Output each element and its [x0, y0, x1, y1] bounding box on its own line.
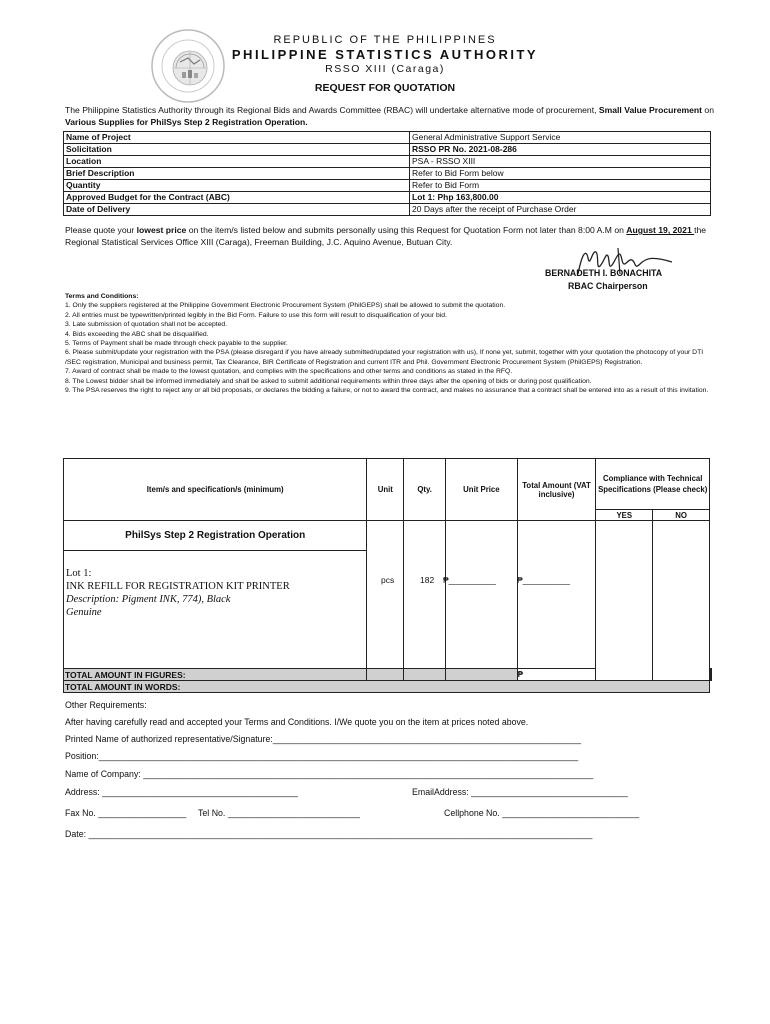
info-label: Solicitation [64, 144, 410, 156]
tel-field[interactable]: Tel No. ___________________________ [198, 808, 360, 818]
fax-field[interactable]: Fax No. __________________ [65, 808, 187, 818]
terms-item: 7. Award of contract shall be made to the lowest quotation, and complies with the specifications and other terms and conditions as stated in the RFQ. [65, 368, 513, 376]
page-title: REQUEST FOR QUOTATION [314, 82, 456, 94]
section-title: PhilSys Step 2 Registration Operation [64, 521, 367, 551]
terms-item: 2. All entries must be typewritten/printed legibly in the Bid Form. Failure to use this form will result to disqualification of your bid. [65, 311, 447, 319]
header-unit: Unit [367, 459, 404, 521]
item-qty: 182 [420, 575, 435, 585]
item-description: Description: Pigment INK, 774), Black [66, 594, 231, 605]
info-value: 20 Days after the receipt of Purchase Order [410, 204, 711, 216]
position-field[interactable]: Position:__________________________________________________________________________________________________ [65, 751, 579, 761]
header-unit-price: Unit Price [446, 459, 518, 521]
compliance-yes-cell[interactable] [596, 521, 653, 681]
terms-item: 8. The Lowest bidder shall be informed immediately and shall be asked to submit additional requirements within three days after the opening of bids or during post qualification. [65, 377, 592, 385]
header-qty: Qty. [404, 459, 446, 521]
info-row [64, 204, 711, 216]
terms-title: Terms and Conditions: [65, 293, 139, 300]
header-no: NO [653, 510, 710, 521]
info-label: Date of Delivery [64, 204, 410, 216]
info-value: PSA - RSSO XIII [410, 156, 711, 168]
info-label: Name of Project [64, 132, 410, 144]
unit-price-field[interactable]: ₱__________ [443, 575, 496, 585]
republic-line: REPUBLIC OF THE PHILIPPINES [273, 34, 497, 46]
header-item-spec: Item/s and specification/s (minimum) [64, 459, 367, 521]
signatory-name: BERNADETH I. BONACHITA [545, 268, 663, 278]
other-requirements-title: Other Requirements: [65, 700, 147, 710]
info-value: Lot 1: Php 163,800.00 [410, 192, 711, 204]
info-row [64, 132, 711, 144]
lot-label: Lot 1: [66, 568, 92, 579]
email-field[interactable]: EmailAddress: ________________________________ [412, 787, 628, 797]
info-row [64, 168, 711, 180]
terms-item: 6. Please submit/update your registration with the PSA (please disregard if you have already submitted/updated your registration with us), If none yet, submit, together with your quotation the photocopy of your DTI /SEC registration, Municipal and business permit, Tax Clearance, BIR Certificate of Registration and current ITR and Phil. Government Electronic Procurement System (PhilGEPS) Registration. [65, 349, 704, 366]
header-yes: YES [596, 510, 653, 521]
info-label: Brief Description [64, 168, 410, 180]
info-row [64, 192, 711, 204]
info-label: Approved Budget for the Contract (ABC) [64, 192, 410, 204]
total-figures-value[interactable]: ₱ [517, 669, 596, 681]
terms-item: 9. The PSA reserves the right to reject any or all bid proposals, or declares the bidding a failure, or not to award the contract, and makes no assurance that a contract shall be entered into as a result of this invitation. [65, 387, 709, 395]
intro-paragraph: The Philippine Statistics Authority through its Regional Bids and Awards Committee (RBAC) will undertake alternative mode of procurement, Small Value Procurement on Various Supplies for PhilSys Step 2 Registration Operation. [65, 105, 714, 127]
terms-item: 1. Only the suppliers registered at the Philippine Government Electronic Procurement System (PhilGEPS) shall be allowed to submit the quotation. [65, 302, 506, 310]
signatory-position: RBAC Chairperson [568, 281, 648, 291]
printed-name-field[interactable]: Printed Name of authorized representative/Signature:_______________________________________________________________ [65, 734, 582, 744]
total-figures-label: TOTAL AMOUNT IN FIGURES: [64, 669, 367, 681]
info-label: Quantity [64, 180, 410, 192]
agency-name: PHILIPPINE STATISTICS AUTHORITY [231, 47, 539, 62]
project-info-table [63, 131, 711, 216]
info-value: General Administrative Support Service [410, 132, 711, 144]
info-row [64, 180, 711, 192]
header-compliance: Compliance with Technical Specifications (Please check) [596, 459, 710, 510]
terms-item: 5. Terms of Payment shall be made through check payable to the supplier. [65, 340, 288, 348]
header-total-amount: Total Amount (VAT inclusive) [517, 459, 596, 521]
item-genuine: Genuine [66, 607, 102, 618]
item-name: INK REFILL FOR REGISTRATION KIT PRINTER [66, 581, 290, 592]
date-field[interactable]: Date: _______________________________________________________________________________________________________ [65, 829, 593, 839]
info-value: Refer to Bid Form below [410, 168, 711, 180]
total-words-label: TOTAL AMOUNT IN WORDS: [64, 681, 710, 693]
terms-item: 3. Late submission of quotation shall not be accepted. [65, 321, 228, 329]
info-value: Refer to Bid Form [410, 180, 711, 192]
quote-instructions: Please quote your lowest price on the item/s listed below and submits personally using this Request for Quotation Form not later than 8:00 A.M on August 19, 2021 the Regional Statistical Services Office XIII (Caraga), Freeman Building, J.C. Aquino Avenue, Butuan City. [65, 225, 707, 247]
company-field[interactable]: Name of Company: ____________________________________________________________________________________________ [65, 769, 594, 779]
compliance-no-cell[interactable] [653, 521, 710, 681]
info-row [64, 144, 711, 156]
regional-office: RSSO XIII (Caraga) [325, 63, 445, 75]
info-value: RSSO PR No. 2021-08-286 [410, 144, 711, 156]
info-label: Location [64, 156, 410, 168]
total-amount-field[interactable]: ₱__________ [517, 575, 570, 585]
info-row [64, 156, 711, 168]
terms-item: 4. Bids exceeding the ABC shall be disqualified. [65, 330, 209, 338]
item-spec-cell [64, 551, 367, 669]
item-unit: pcs [381, 575, 395, 585]
address-field[interactable]: Address: ________________________________________ [65, 787, 298, 797]
acceptance-statement: After having carefully read and accepted your Terms and Conditions. I/We quote you on the item at prices noted above. [65, 717, 529, 727]
cellphone-field[interactable]: Cellphone No. ____________________________ [444, 808, 640, 818]
terms-and-conditions [65, 292, 715, 395]
